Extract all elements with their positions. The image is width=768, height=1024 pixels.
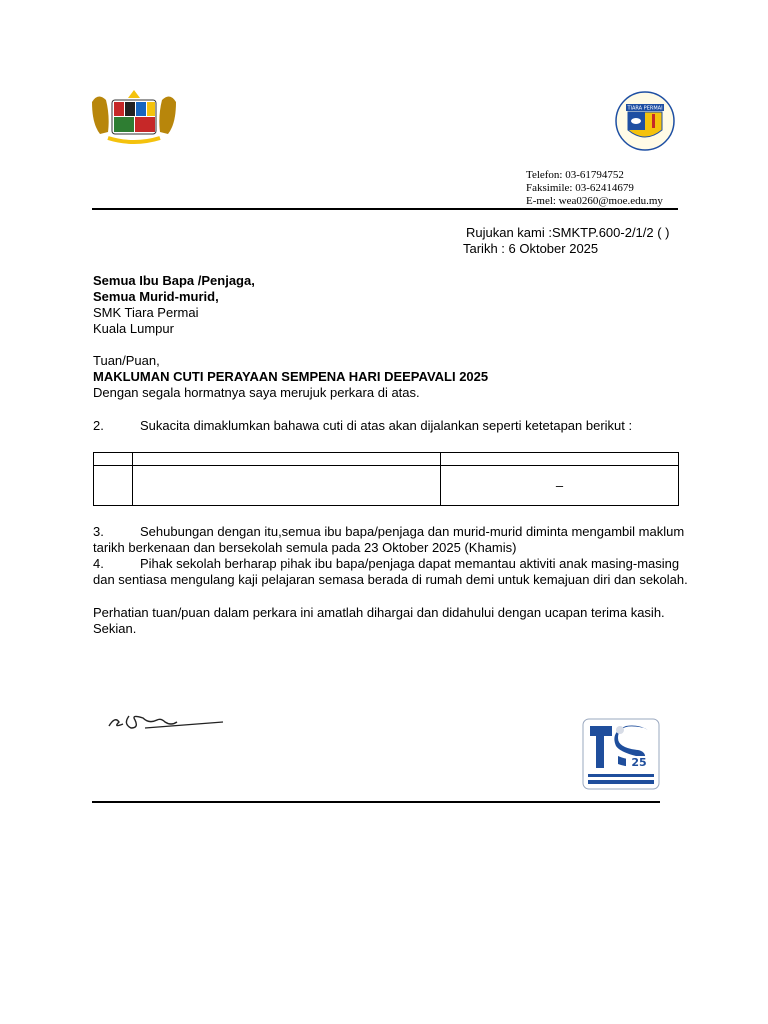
para3-text-line2: tarikh berkenaan dan bersekolah semula pada 23 Oktober 2025 (Khamis)	[93, 540, 517, 555]
para3-number: 3.	[93, 524, 104, 539]
table-cell	[441, 453, 679, 466]
para2-text: Sukacita dimaklumkan bahawa cuti di atas akan dijalankan seperti ketetapan berikut :	[140, 418, 633, 433]
school-crest-logo	[610, 90, 680, 152]
table-row	[94, 466, 679, 506]
recipient-school: SMK Tiara Permai	[93, 305, 199, 320]
para3-text-line1: Sehubungan dengan itu,semua ibu bapa/penjaga dan murid-murid diminta mengambil maklum	[140, 524, 685, 539]
ts25-programme-logo	[582, 718, 660, 790]
closing-sekian: Sekian.	[93, 621, 137, 636]
letter-date: Tarikh : 6 Oktober 2025	[463, 241, 599, 256]
closing-thanks: Perhatian tuan/puan dalam perkara ini amatlah dihargai dan didahului dengan ucapan terima kasih.	[93, 605, 665, 620]
footer-divider	[92, 801, 660, 803]
signature-image	[105, 706, 227, 734]
letter-subject: MAKLUMAN CUTI PERAYAAN SEMPENA HARI DEEPAVALI 2025	[93, 369, 489, 384]
contact-fax: Faksimile: 03-62414679	[526, 182, 634, 194]
reference-number: Rujukan kami :SMKTP.600-2/1/2 ( )	[466, 225, 670, 240]
recipient-parents: Semua Ibu Bapa /Penjaga,	[93, 273, 255, 288]
malaysia-coat-of-arms-logo	[88, 88, 180, 150]
salutation: Tuan/Puan,	[93, 353, 160, 368]
recipient-city: Kuala Lumpur	[93, 321, 174, 336]
table-cell	[94, 466, 133, 506]
table-header-row	[94, 453, 679, 466]
school-banner-text: TIARA PERMAI	[627, 105, 663, 112]
para4-text-line2: dan sentiasa mengulang kaji pelajaran semasa berada di rumah demi untuk kemajuan diri dan sekolah.	[93, 572, 688, 587]
contact-telephone: Telefon: 03-61794752	[526, 169, 624, 181]
header-divider	[92, 208, 678, 210]
table-cell	[133, 466, 441, 506]
para4-number: 4.	[93, 556, 104, 571]
para2-number: 2.	[93, 418, 104, 433]
para4-text-line1: Pihak sekolah berharap pihak ibu bapa/penjaga dapat memantau aktiviti anak masing-masing	[140, 556, 680, 571]
table-cell	[94, 453, 133, 466]
table-cell	[133, 453, 441, 466]
ts25-number: 25	[631, 756, 647, 769]
contact-email: E-mel: wea0260@moe.edu.my	[526, 195, 663, 207]
table-cell	[441, 466, 679, 506]
intro-line: Dengan segala hormatnya saya merujuk perkara di atas.	[93, 385, 420, 400]
recipient-students: Semua Murid-murid,	[93, 289, 219, 304]
holiday-schedule-table	[93, 452, 679, 506]
table-dash: –	[555, 478, 564, 493]
